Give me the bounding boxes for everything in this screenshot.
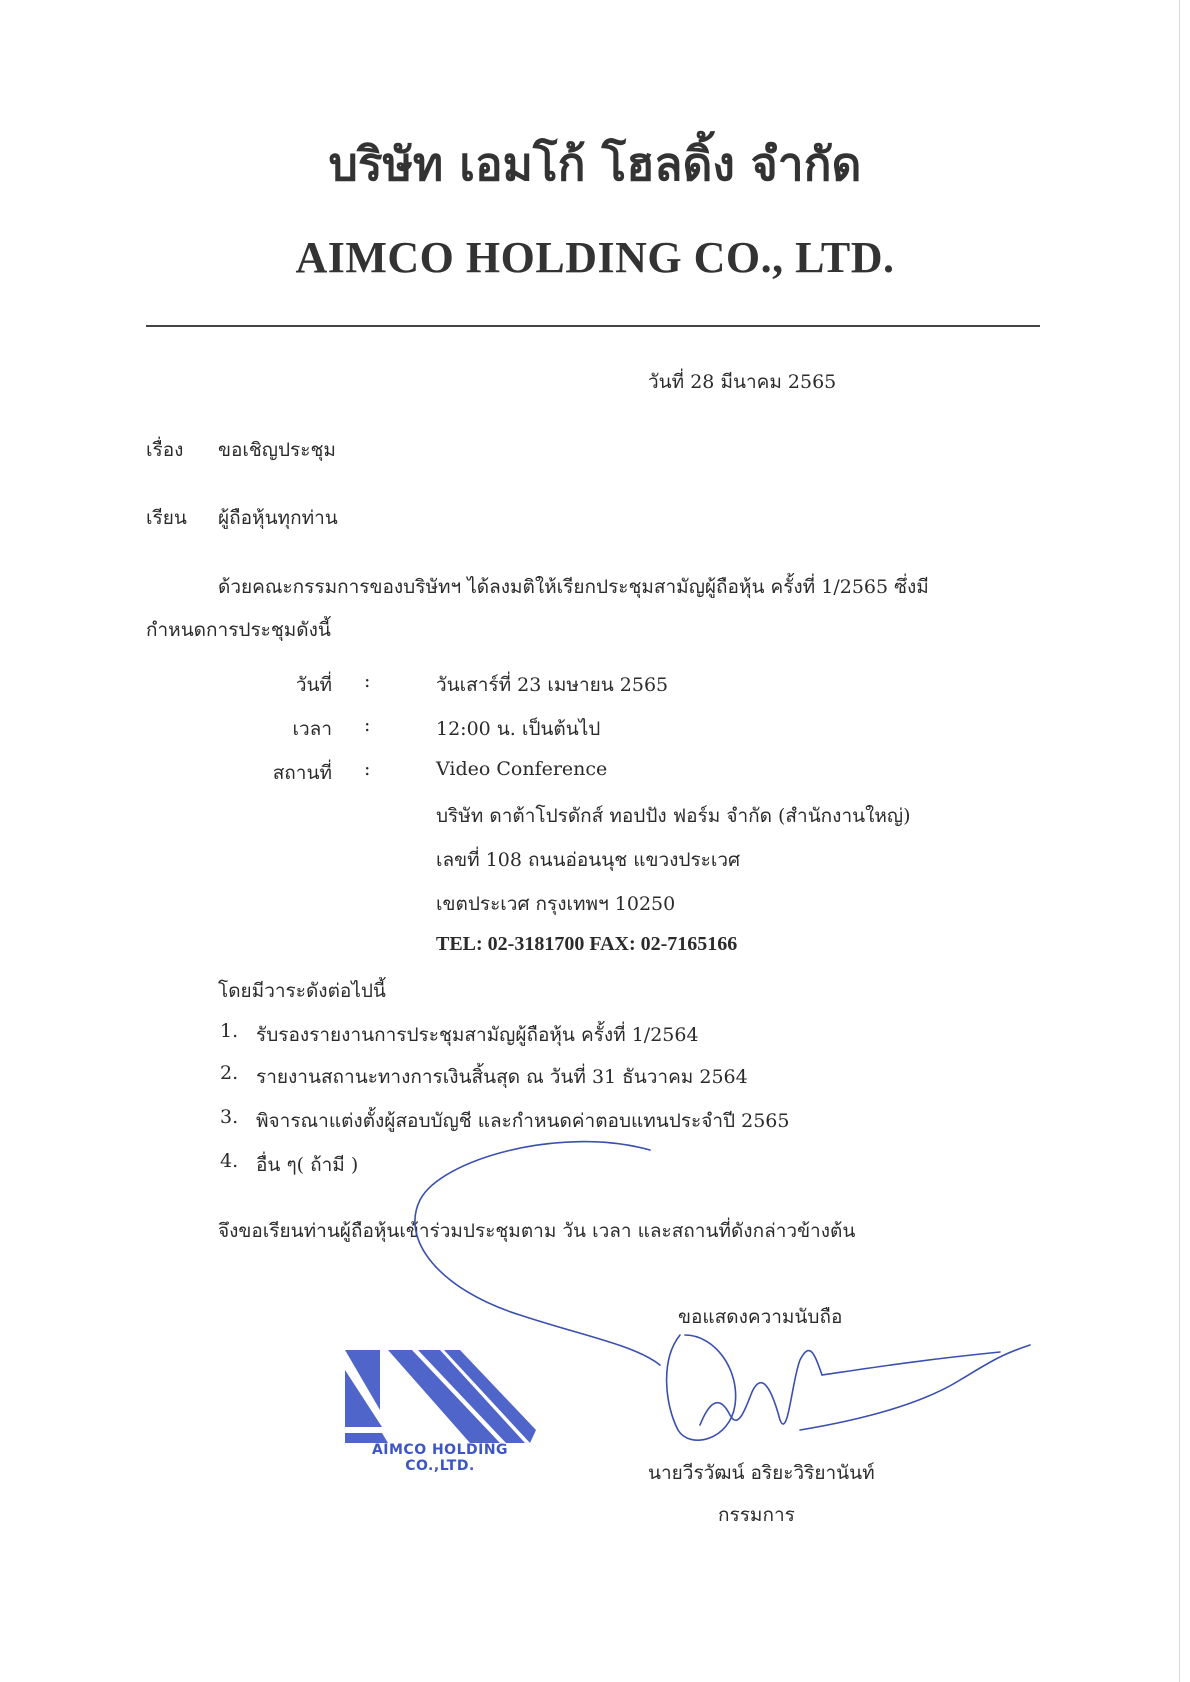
meeting-place-label: สถานที่ — [272, 762, 332, 784]
meeting-time-value: 12:00 น. เป็นต้นไป — [436, 718, 601, 740]
recipient-text: ผู้ถือหุ้นทุกท่าน — [218, 507, 338, 529]
subject-text: ขอเชิญประชุม — [218, 439, 336, 461]
meeting-time-label: เวลา — [292, 718, 332, 740]
meeting-date-value: วันเสาร์ที่ 23 เมษายน 2565 — [436, 674, 669, 696]
intro-paragraph-line-2: กำหนดการประชุมดังนี้ — [146, 619, 331, 641]
meeting-date-colon: : — [364, 670, 371, 692]
address-line-2: เลขที่ 108 ถนนอ่อนนุช แขวงประเวศ — [436, 849, 741, 871]
agenda-item-number: 2. — [220, 1062, 239, 1084]
address-line-1: บริษัท ดาต้าโปรดักส์ ทอปปัง ฟอร์ม จำกัด (สำนักงานใหญ่) — [436, 805, 911, 827]
letter-date: วันที่ 28 มีนาคม 2565 — [648, 371, 837, 393]
closing-regards: ขอแสดงความนับถือ — [678, 1306, 843, 1328]
company-name-thai: บริษัท เอมโก้ โฮลดิ้ง จำกัด — [328, 137, 862, 191]
signer-name: นายวีรวัฒน์ อริยะวิริยานันท์ — [648, 1462, 875, 1484]
meeting-place-colon: : — [364, 758, 371, 780]
closing-invitation: จึงขอเรียนท่านผู้ถือหุ้นเข้าร่วมประชุมตาม วัน เวลา และสถานที่ดังกล่าวข้างต้น — [218, 1220, 856, 1242]
address-line-3: เขตประเวศ กรุงเทพฯ 10250 — [436, 893, 676, 915]
agenda-item-text: อื่น ๆ( ถ้ามี ) — [256, 1154, 359, 1176]
agenda-item-number: 1. — [220, 1020, 239, 1042]
agenda-item-text: พิจารณาแต่งตั้งผู้สอบบัญชี และกำหนดค่าตอบแทนประจำปี 2565 — [256, 1110, 790, 1132]
company-name-english: AIMCO HOLDING CO., LTD. — [295, 233, 895, 282]
agenda-item-text: รายงานสถานะทางการเงินสิ้นสุด ณ วันที่ 31 ธันวาคม 2564 — [256, 1066, 748, 1088]
contact-phone-fax: TEL: 02-3181700 FAX: 02-7165166 — [436, 933, 738, 955]
agenda-item-number: 4. — [220, 1150, 239, 1172]
meeting-date-label: วันที่ — [295, 674, 332, 696]
logo-stamp-text: AIMCO HOLDING CO.,LTD. — [371, 1442, 509, 1474]
agenda-item-number: 3. — [220, 1106, 239, 1128]
meeting-place-value: Video Conference — [436, 758, 608, 780]
signer-position: กรรมการ — [718, 1504, 795, 1526]
meeting-time-colon: : — [364, 714, 371, 736]
intro-paragraph-line-1: ด้วยคณะกรรมการของบริษัทฯ ได้ลงมติให้เรียกประชุมสามัญผู้ถือหุ้น ครั้งที่ 1/2565 ซึ่งมี — [218, 576, 929, 598]
recipient-label: เรียน — [146, 507, 187, 529]
subject-label: เรื่อง — [146, 439, 184, 461]
agenda-intro: โดยมีวาระดังต่อไปนี้ — [218, 980, 386, 1002]
agenda-item-text: รับรองรายงานการประชุมสามัญผู้ถือหุ้น ครั้งที่ 1/2564 — [256, 1024, 699, 1046]
header-divider — [146, 325, 1040, 327]
